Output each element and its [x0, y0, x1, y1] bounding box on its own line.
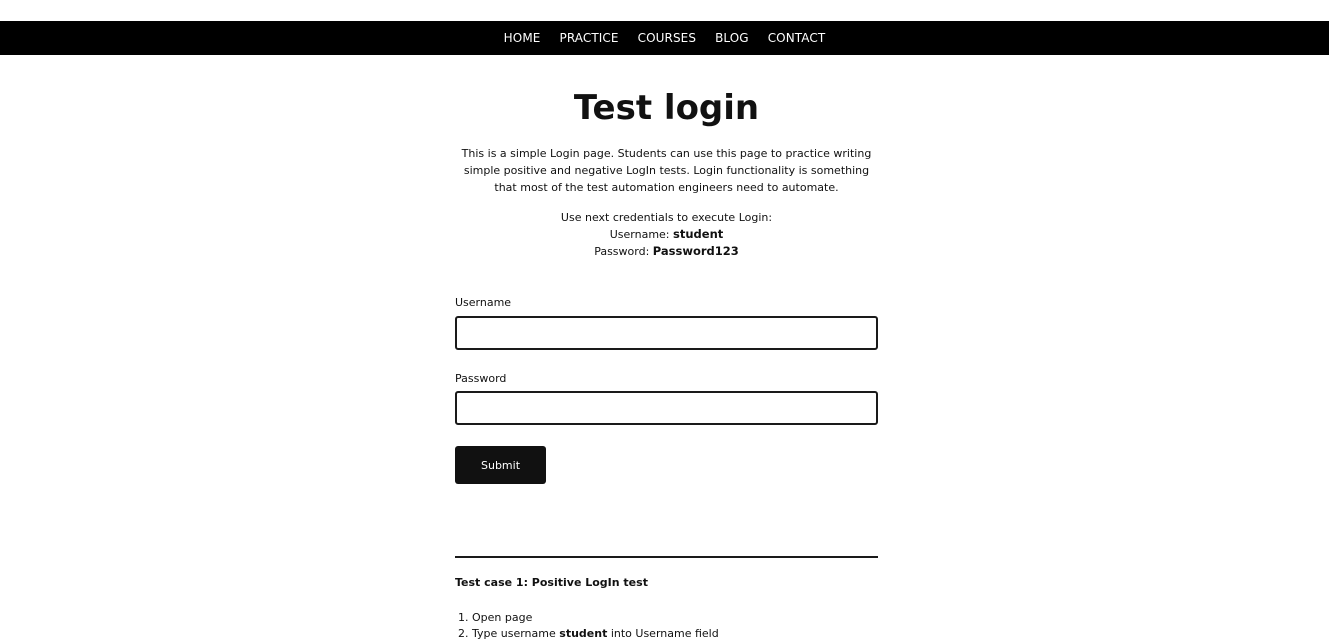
credentials-password-value: Password123 — [652, 244, 739, 258]
credentials-password-line — [455, 243, 878, 260]
credentials-username-line — [455, 226, 878, 243]
test-step-suffix: into Username field — [607, 627, 719, 640]
credentials-info — [455, 209, 878, 260]
test-case-steps — [455, 610, 719, 642]
test-step — [472, 626, 719, 642]
username-label: Username — [455, 296, 512, 309]
credentials-username-label: Username: — [609, 228, 670, 241]
password-input[interactable] — [455, 391, 878, 425]
password-label: Password — [455, 372, 507, 385]
test-step-bold: student — [559, 627, 608, 640]
credentials-username-value: student — [673, 227, 724, 241]
credentials-heading: Use next credentials to execute Login: — [560, 211, 773, 224]
nav-item-blog[interactable]: BLOG — [715, 31, 749, 45]
page-description: This is a simple Login page. Students can use this page to practice writing simple positive and negative LogIn tests. Login functionality is something that most of the test automation engineers need to automate. — [461, 147, 872, 194]
nav-item-practice[interactable]: PRACTICE — [559, 31, 619, 45]
submit-button[interactable]: Submit — [455, 446, 546, 484]
top-navigation-bar — [0, 21, 1329, 55]
test-step — [472, 610, 719, 626]
test-step-prefix: Type username — [472, 627, 560, 640]
credentials-password-label: Password: — [594, 245, 650, 258]
nav-menu — [0, 21, 1329, 55]
section-divider — [455, 556, 878, 558]
nav-item-courses[interactable]: COURSES — [637, 31, 697, 45]
username-input[interactable] — [455, 316, 878, 350]
test-step-text: Open page — [472, 611, 533, 624]
nav-item-home[interactable]: HOME — [503, 31, 541, 45]
page-title: Test login — [573, 88, 760, 128]
nav-item-contact[interactable]: CONTACT — [767, 31, 826, 45]
test-case-title: Test case 1: Positive LogIn test — [455, 576, 648, 589]
